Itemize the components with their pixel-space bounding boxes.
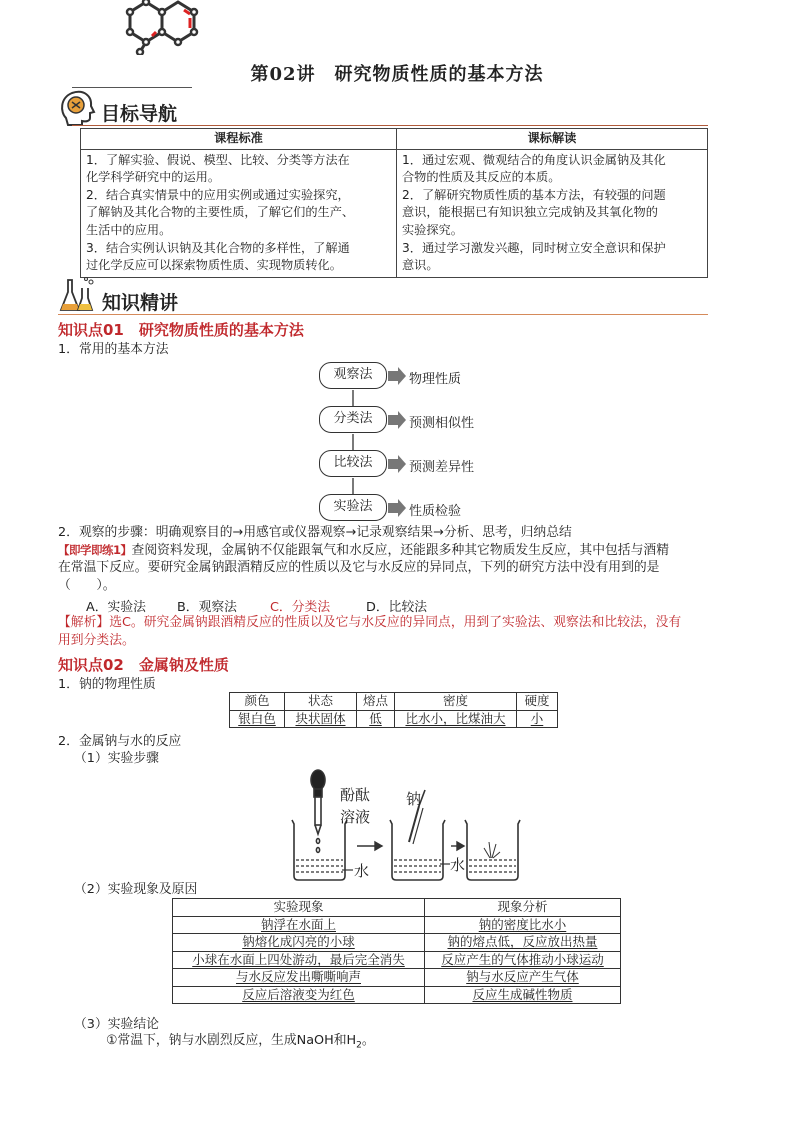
table-row: 与水反应发出嘶嘶响声 钠与水反应产生气体	[173, 969, 621, 987]
phys-value-hardness: 小	[517, 710, 558, 728]
phys-header-hardness: 硬度	[517, 693, 558, 711]
practice-tag: 【即学即练1】	[58, 543, 132, 557]
table-row: 钠浮在水面上 钠的密度比水小	[173, 916, 621, 934]
kp1-sub2: 2．观察的步骤：明确观察目的→用感官或仪器观察→记录观察结果→分析、思考，归纳总结	[58, 525, 572, 540]
answer-line-2: 用到分类法。	[58, 633, 135, 648]
answer-line-1: 【解析】选C。研究金属钠跟酒精反应的性质以及它与水反应的异同点，用到了实验法、观察法和比较法，没有	[58, 615, 682, 630]
kp1-title: 知识点01 研究物质性质的基本方法	[58, 321, 304, 339]
page-title: 第02讲 研究物质性质的基本方法	[250, 64, 544, 85]
flow-label-check: 性质检验	[409, 504, 462, 519]
kp2-step2: （2）实验现象及原因	[74, 882, 198, 897]
kp1-sub1: 1．常用的基本方法	[58, 342, 169, 357]
flow-box-compare: 比较法	[319, 450, 387, 477]
practice-line-3: （ ）。	[58, 578, 116, 593]
goal-header-standard: 课程标准	[81, 129, 397, 150]
figure-label-phenol: 酚酞	[340, 786, 371, 804]
phys-header-melting: 熔点	[357, 693, 395, 711]
figure-label-solution: 溶液	[340, 808, 371, 826]
phys-value-melting: 低	[357, 710, 395, 728]
phen-header-observation: 实验现象	[173, 899, 425, 917]
flow-box-observe: 观察法	[319, 362, 387, 389]
practice-line-1: 【即学即练1】查阅资料发现，金属钠不仅能跟氧气和水反应，还能跟多种其它物质发生反应，其中包括与酒精	[58, 543, 669, 558]
phys-value-color: 银白色	[230, 710, 285, 728]
experiment-figure	[285, 762, 535, 884]
phys-header-state: 状态	[285, 693, 357, 711]
flow-label-physical: 物理性质	[409, 372, 462, 387]
phys-value-state: 块状固体	[285, 710, 357, 728]
kp2-step1: （1）实验步骤	[74, 751, 159, 766]
section-knowledge-heading: 知识精讲	[102, 292, 179, 314]
physical-property-table	[229, 692, 558, 728]
option-d: D．比较法	[366, 600, 428, 615]
phys-header-density: 密度	[395, 693, 517, 711]
option-b: B．观察法	[177, 600, 237, 615]
option-c: C．分类法	[270, 600, 331, 615]
goal-header-interpret: 课标解读	[397, 129, 708, 150]
phen-header-analysis: 现象分析	[425, 899, 621, 917]
flow-arrows	[320, 360, 410, 530]
goal-standard-cell: 1．了解实验、假说、模型、比较、分类等方法在 化学科学研究中的运用。 2．结合真实情景中的应用实例或通过实验探究， 了解钠及其化合物的主要性质，了解它们的生产、 生活中的应用。 3．结合实例认识钠及其化合物的多样性，了解通 过化学反应可以探索物质性质、实现物质转化。	[81, 149, 397, 277]
kp2-conclusion: ①常温下，钠与水剧烈反应，生成NaOH和$H_2$。	[106, 1033, 375, 1051]
section-knowledge-rule	[58, 314, 708, 315]
practice-line-2: 在常温下反应。要研究金属钠跟酒精反应的性质以及它与水反应的异同点，下列的研究方法中没有用到的是	[58, 560, 660, 575]
head-brain-icon	[58, 88, 96, 126]
phys-value-density: 比水小，比煤油大	[395, 710, 517, 728]
option-a: A．实验法	[86, 600, 146, 615]
kp2-sub2: 2．金属钠与水的反应	[58, 734, 182, 749]
flask-icon	[58, 276, 98, 314]
flow-label-similarity: 预测相似性	[409, 416, 475, 431]
kp2-title: 知识点02 金属钠及性质	[58, 656, 229, 674]
section-goal-heading: 目标导航	[101, 103, 178, 125]
phenomenon-table	[172, 898, 621, 1004]
goal-table	[80, 128, 708, 278]
figure-label-water-2: 水	[450, 856, 466, 874]
kp2-step3: （3）实验结论	[74, 1017, 159, 1032]
flow-box-classify: 分类法	[319, 406, 387, 433]
flow-label-difference: 预测差异性	[409, 460, 475, 475]
goal-interpret-cell: 1．通过宏观、微观结合的角度认识金属钠及其化 合物的性质及其反应的本质。 2．了解研究物质性质的基本方法，有较强的问题 意识，能根据已有知识独立完成钠及其氧化物的 实验探究。 3．通过学习激发兴趣，同时树立安全意识和保护 意识。	[397, 149, 708, 277]
kp2-sub1: 1．钠的物理性质	[58, 677, 156, 692]
flow-box-experiment: 实验法	[319, 494, 387, 521]
table-row: 小球在水面上四处游动，最后完全消失 反应产生的气体推动小球运动	[173, 951, 621, 969]
figure-label-sodium: 钠	[406, 790, 422, 808]
table-row: 钠熔化成闪亮的小球 钠的熔点低，反应放出热量	[173, 934, 621, 952]
naphthalene-logo-icon	[120, 0, 200, 55]
phys-header-color: 颜色	[230, 693, 285, 711]
section-goal-rule	[72, 125, 708, 126]
table-row: 反应后溶液变为红色 反应生成碱性物质	[173, 986, 621, 1004]
figure-label-water-1: 水	[354, 862, 370, 880]
